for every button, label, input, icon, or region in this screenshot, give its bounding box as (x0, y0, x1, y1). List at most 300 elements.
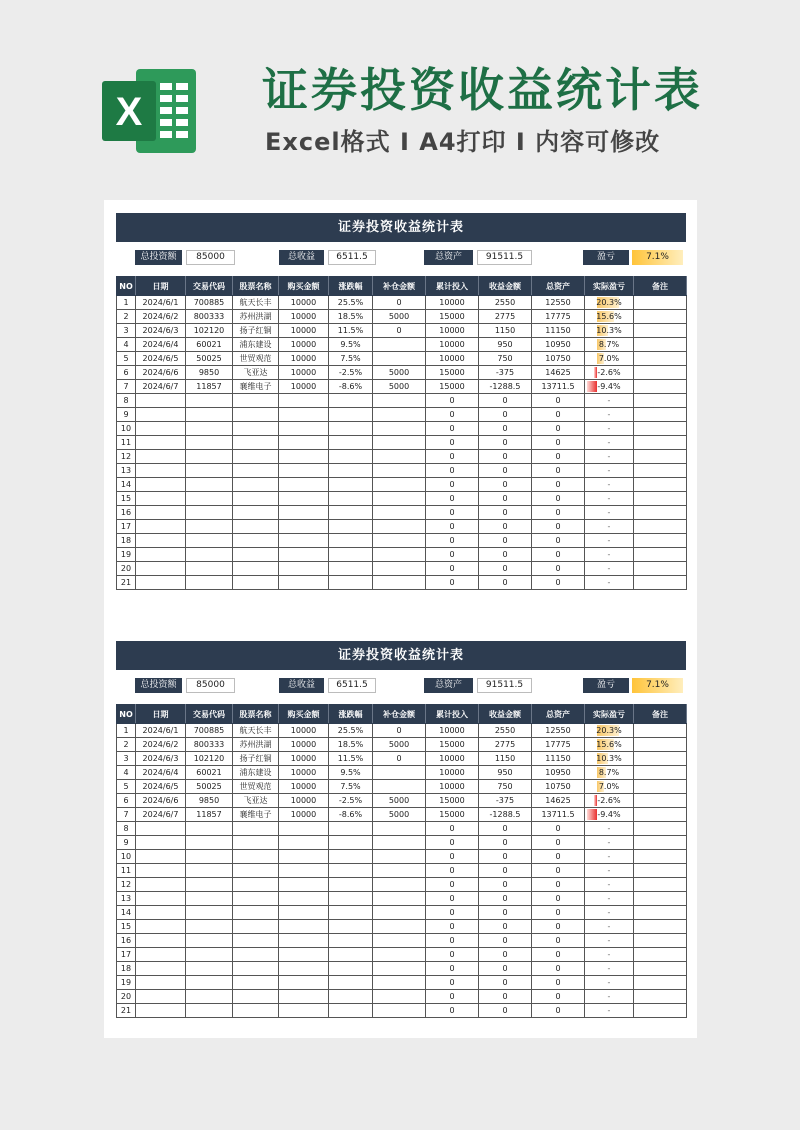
add-amount-cell[interactable] (373, 934, 426, 948)
stock-name-cell[interactable] (233, 576, 279, 590)
date-cell[interactable]: 2024/6/4 (136, 338, 186, 352)
date-cell[interactable] (136, 1004, 186, 1018)
add-amount-cell[interactable] (373, 780, 426, 794)
note-cell[interactable] (634, 906, 687, 920)
change-cell[interactable] (329, 576, 373, 590)
total-assets-value[interactable]: 91511.5 (477, 678, 532, 693)
code-cell[interactable] (186, 548, 233, 562)
date-cell[interactable] (136, 920, 186, 934)
buy-amount-cell[interactable] (279, 878, 329, 892)
date-cell[interactable] (136, 408, 186, 422)
buy-amount-cell[interactable] (279, 548, 329, 562)
total-assets-cell[interactable]: 10950 (532, 766, 585, 780)
stock-name-cell[interactable] (233, 492, 279, 506)
code-cell[interactable] (186, 920, 233, 934)
profit-cell[interactable]: - (585, 948, 634, 962)
buy-amount-cell[interactable]: 10000 (279, 366, 329, 380)
change-cell[interactable]: -2.5% (329, 794, 373, 808)
total-assets-cell[interactable]: 0 (532, 920, 585, 934)
code-cell[interactable] (186, 962, 233, 976)
total-input-cell[interactable]: 0 (426, 934, 479, 948)
code-cell[interactable] (186, 892, 233, 906)
income-cell[interactable]: 2775 (479, 310, 532, 324)
note-cell[interactable] (634, 492, 687, 506)
change-cell[interactable]: -2.5% (329, 366, 373, 380)
add-amount-cell[interactable] (373, 506, 426, 520)
add-amount-cell[interactable]: 0 (373, 296, 426, 310)
profit-cell[interactable]: - (585, 562, 634, 576)
code-cell[interactable] (186, 878, 233, 892)
row-number-cell[interactable]: 10 (117, 422, 136, 436)
add-amount-cell[interactable]: 5000 (373, 366, 426, 380)
add-amount-cell[interactable] (373, 464, 426, 478)
row-number-cell[interactable]: 15 (117, 492, 136, 506)
code-cell[interactable] (186, 478, 233, 492)
row-number-cell[interactable]: 16 (117, 506, 136, 520)
total-input-cell[interactable]: 0 (426, 864, 479, 878)
total-invest-value[interactable]: 85000 (186, 678, 235, 693)
code-cell[interactable]: 102120 (186, 324, 233, 338)
profit-cell[interactable] (585, 366, 634, 380)
code-cell[interactable] (186, 520, 233, 534)
total-input-cell[interactable]: 0 (426, 464, 479, 478)
total-input-cell[interactable]: 10000 (426, 296, 479, 310)
income-cell[interactable]: -375 (479, 366, 532, 380)
stock-name-cell[interactable]: 襄维电子 (233, 380, 279, 394)
note-cell[interactable] (634, 422, 687, 436)
total-input-cell[interactable]: 0 (426, 576, 479, 590)
income-cell[interactable]: 0 (479, 920, 532, 934)
row-number-cell[interactable]: 20 (117, 562, 136, 576)
add-amount-cell[interactable] (373, 864, 426, 878)
change-cell[interactable] (329, 976, 373, 990)
total-input-cell[interactable]: 0 (426, 948, 479, 962)
column-header[interactable]: 累计投入 (426, 277, 479, 296)
column-header[interactable]: NO (117, 705, 136, 724)
add-amount-cell[interactable] (373, 520, 426, 534)
profit-loss-value[interactable]: 7.1% (632, 250, 683, 265)
change-cell[interactable] (329, 422, 373, 436)
date-cell[interactable] (136, 976, 186, 990)
total-input-cell[interactable]: 10000 (426, 766, 479, 780)
buy-amount-cell[interactable] (279, 822, 329, 836)
total-input-cell[interactable]: 0 (426, 976, 479, 990)
stock-name-cell[interactable]: 航天长丰 (233, 724, 279, 738)
column-header[interactable]: 总资产 (532, 277, 585, 296)
income-cell[interactable]: 1150 (479, 324, 532, 338)
date-cell[interactable] (136, 990, 186, 1004)
income-cell[interactable]: 0 (479, 962, 532, 976)
profit-cell[interactable] (585, 808, 634, 822)
date-cell[interactable] (136, 450, 186, 464)
income-cell[interactable]: 0 (479, 450, 532, 464)
code-cell[interactable] (186, 822, 233, 836)
row-number-cell[interactable]: 2 (117, 310, 136, 324)
column-header[interactable]: 补仓金额 (373, 705, 426, 724)
buy-amount-cell[interactable]: 10000 (279, 752, 329, 766)
date-cell[interactable] (136, 906, 186, 920)
stock-name-cell[interactable] (233, 962, 279, 976)
add-amount-cell[interactable]: 5000 (373, 380, 426, 394)
profit-cell[interactable]: - (585, 836, 634, 850)
row-number-cell[interactable]: 9 (117, 836, 136, 850)
date-cell[interactable]: 2024/6/7 (136, 808, 186, 822)
stock-name-cell[interactable] (233, 892, 279, 906)
buy-amount-cell[interactable] (279, 920, 329, 934)
code-cell[interactable] (186, 576, 233, 590)
buy-amount-cell[interactable] (279, 408, 329, 422)
total-assets-cell[interactable]: 0 (532, 492, 585, 506)
row-number-cell[interactable]: 19 (117, 548, 136, 562)
date-cell[interactable] (136, 836, 186, 850)
change-cell[interactable] (329, 506, 373, 520)
stock-name-cell[interactable] (233, 878, 279, 892)
income-cell[interactable]: 0 (479, 990, 532, 1004)
buy-amount-cell[interactable] (279, 562, 329, 576)
change-cell[interactable] (329, 920, 373, 934)
add-amount-cell[interactable]: 0 (373, 724, 426, 738)
profit-loss-value[interactable]: 7.1% (632, 678, 683, 693)
note-cell[interactable] (634, 850, 687, 864)
income-cell[interactable]: 0 (479, 478, 532, 492)
note-cell[interactable] (634, 934, 687, 948)
stock-name-cell[interactable] (233, 850, 279, 864)
income-cell[interactable]: 0 (479, 394, 532, 408)
note-cell[interactable] (634, 436, 687, 450)
note-cell[interactable] (634, 878, 687, 892)
total-assets-cell[interactable]: 0 (532, 464, 585, 478)
note-cell[interactable] (634, 296, 687, 310)
add-amount-cell[interactable] (373, 422, 426, 436)
change-cell[interactable]: 18.5% (329, 310, 373, 324)
date-cell[interactable] (136, 850, 186, 864)
total-assets-cell[interactable]: 0 (532, 948, 585, 962)
income-cell[interactable]: 2775 (479, 738, 532, 752)
stock-name-cell[interactable] (233, 534, 279, 548)
income-cell[interactable]: 0 (479, 934, 532, 948)
stock-name-cell[interactable] (233, 548, 279, 562)
add-amount-cell[interactable] (373, 948, 426, 962)
profit-cell[interactable]: - (585, 878, 634, 892)
total-assets-cell[interactable]: 10750 (532, 780, 585, 794)
total-assets-cell[interactable]: 0 (532, 878, 585, 892)
note-cell[interactable] (634, 506, 687, 520)
stock-name-cell[interactable]: 世贸观范 (233, 780, 279, 794)
date-cell[interactable]: 2024/6/3 (136, 324, 186, 338)
profit-cell[interactable]: - (585, 962, 634, 976)
total-assets-cell[interactable]: 0 (532, 864, 585, 878)
code-cell[interactable] (186, 948, 233, 962)
stock-name-cell[interactable] (233, 394, 279, 408)
profit-cell[interactable] (585, 780, 634, 794)
profit-cell[interactable]: - (585, 408, 634, 422)
buy-amount-cell[interactable] (279, 576, 329, 590)
total-assets-cell[interactable]: 0 (532, 478, 585, 492)
buy-amount-cell[interactable]: 10000 (279, 380, 329, 394)
date-cell[interactable] (136, 492, 186, 506)
note-cell[interactable] (634, 766, 687, 780)
income-cell[interactable]: 0 (479, 850, 532, 864)
total-input-cell[interactable]: 0 (426, 962, 479, 976)
stock-name-cell[interactable] (233, 822, 279, 836)
row-number-cell[interactable]: 21 (117, 576, 136, 590)
note-cell[interactable] (634, 822, 687, 836)
total-input-cell[interactable]: 0 (426, 436, 479, 450)
buy-amount-cell[interactable]: 10000 (279, 296, 329, 310)
stock-name-cell[interactable] (233, 562, 279, 576)
total-input-cell[interactable]: 0 (426, 850, 479, 864)
date-cell[interactable] (136, 464, 186, 478)
income-cell[interactable]: 750 (479, 780, 532, 794)
change-cell[interactable]: 11.5% (329, 752, 373, 766)
note-cell[interactable] (634, 738, 687, 752)
note-cell[interactable] (634, 794, 687, 808)
stock-name-cell[interactable]: 苏州洪湖 (233, 738, 279, 752)
total-assets-cell[interactable]: 0 (532, 934, 585, 948)
total-assets-cell[interactable]: 0 (532, 576, 585, 590)
change-cell[interactable]: 11.5% (329, 324, 373, 338)
stock-name-cell[interactable] (233, 1004, 279, 1018)
row-number-cell[interactable]: 17 (117, 520, 136, 534)
code-cell[interactable]: 800333 (186, 738, 233, 752)
column-header[interactable]: 交易代码 (186, 277, 233, 296)
column-header[interactable]: 日期 (136, 705, 186, 724)
change-cell[interactable] (329, 520, 373, 534)
column-header[interactable]: NO (117, 277, 136, 296)
add-amount-cell[interactable]: 5000 (373, 794, 426, 808)
total-assets-cell[interactable]: 13711.5 (532, 808, 585, 822)
income-cell[interactable]: 0 (479, 836, 532, 850)
row-number-cell[interactable]: 16 (117, 934, 136, 948)
change-cell[interactable] (329, 892, 373, 906)
total-assets-cell[interactable]: 14625 (532, 794, 585, 808)
buy-amount-cell[interactable]: 10000 (279, 352, 329, 366)
code-cell[interactable] (186, 976, 233, 990)
change-cell[interactable] (329, 534, 373, 548)
column-header[interactable]: 股票名称 (233, 277, 279, 296)
add-amount-cell[interactable]: 5000 (373, 310, 426, 324)
row-number-cell[interactable]: 14 (117, 478, 136, 492)
row-number-cell[interactable]: 14 (117, 906, 136, 920)
total-input-cell[interactable]: 0 (426, 1004, 479, 1018)
note-cell[interactable] (634, 1004, 687, 1018)
income-cell[interactable]: 0 (479, 464, 532, 478)
note-cell[interactable] (634, 352, 687, 366)
total-assets-cell[interactable]: 0 (532, 506, 585, 520)
column-header[interactable]: 实际盈亏 (585, 705, 634, 724)
total-input-cell[interactable]: 15000 (426, 794, 479, 808)
date-cell[interactable]: 2024/6/6 (136, 794, 186, 808)
stock-name-cell[interactable] (233, 836, 279, 850)
buy-amount-cell[interactable]: 10000 (279, 780, 329, 794)
code-cell[interactable]: 800333 (186, 310, 233, 324)
date-cell[interactable] (136, 576, 186, 590)
total-assets-cell[interactable]: 0 (532, 836, 585, 850)
change-cell[interactable] (329, 822, 373, 836)
total-assets-cell[interactable]: 13711.5 (532, 380, 585, 394)
profit-cell[interactable] (585, 352, 634, 366)
profit-cell[interactable] (585, 324, 634, 338)
stock-name-cell[interactable] (233, 436, 279, 450)
buy-amount-cell[interactable]: 10000 (279, 338, 329, 352)
date-cell[interactable] (136, 478, 186, 492)
income-cell[interactable]: 1150 (479, 752, 532, 766)
profit-cell[interactable]: - (585, 534, 634, 548)
change-cell[interactable] (329, 1004, 373, 1018)
total-input-cell[interactable]: 0 (426, 920, 479, 934)
profit-cell[interactable]: - (585, 506, 634, 520)
change-cell[interactable]: -8.6% (329, 808, 373, 822)
buy-amount-cell[interactable]: 10000 (279, 310, 329, 324)
stock-name-cell[interactable] (233, 934, 279, 948)
column-header[interactable]: 备注 (634, 277, 687, 296)
stock-name-cell[interactable] (233, 948, 279, 962)
add-amount-cell[interactable] (373, 822, 426, 836)
note-cell[interactable] (634, 366, 687, 380)
add-amount-cell[interactable] (373, 562, 426, 576)
change-cell[interactable] (329, 864, 373, 878)
add-amount-cell[interactable] (373, 394, 426, 408)
profit-cell[interactable] (585, 310, 634, 324)
income-cell[interactable]: 750 (479, 352, 532, 366)
row-number-cell[interactable]: 2 (117, 738, 136, 752)
code-cell[interactable]: 11857 (186, 380, 233, 394)
change-cell[interactable] (329, 948, 373, 962)
note-cell[interactable] (634, 752, 687, 766)
row-number-cell[interactable]: 11 (117, 436, 136, 450)
stock-name-cell[interactable]: 浦东建设 (233, 766, 279, 780)
income-cell[interactable]: 0 (479, 436, 532, 450)
profit-cell[interactable]: - (585, 478, 634, 492)
stock-name-cell[interactable]: 扬子红铜 (233, 752, 279, 766)
stock-name-cell[interactable] (233, 920, 279, 934)
note-cell[interactable] (634, 408, 687, 422)
buy-amount-cell[interactable]: 10000 (279, 766, 329, 780)
code-cell[interactable] (186, 422, 233, 436)
note-cell[interactable] (634, 576, 687, 590)
profit-cell[interactable]: - (585, 892, 634, 906)
buy-amount-cell[interactable] (279, 450, 329, 464)
add-amount-cell[interactable]: 5000 (373, 738, 426, 752)
buy-amount-cell[interactable] (279, 962, 329, 976)
buy-amount-cell[interactable] (279, 836, 329, 850)
column-header[interactable]: 收益金额 (479, 705, 532, 724)
change-cell[interactable] (329, 408, 373, 422)
add-amount-cell[interactable] (373, 836, 426, 850)
code-cell[interactable]: 9850 (186, 366, 233, 380)
income-cell[interactable]: 0 (479, 422, 532, 436)
income-cell[interactable]: 950 (479, 338, 532, 352)
stock-name-cell[interactable] (233, 990, 279, 1004)
change-cell[interactable] (329, 562, 373, 576)
stock-name-cell[interactable] (233, 520, 279, 534)
code-cell[interactable] (186, 906, 233, 920)
total-input-cell[interactable]: 0 (426, 422, 479, 436)
add-amount-cell[interactable] (373, 976, 426, 990)
stock-name-cell[interactable]: 苏州洪湖 (233, 310, 279, 324)
code-cell[interactable]: 9850 (186, 794, 233, 808)
row-number-cell[interactable]: 5 (117, 352, 136, 366)
column-header[interactable]: 实际盈亏 (585, 277, 634, 296)
income-cell[interactable]: 0 (479, 906, 532, 920)
note-cell[interactable] (634, 920, 687, 934)
total-assets-cell[interactable]: 0 (532, 520, 585, 534)
stock-name-cell[interactable]: 浦东建设 (233, 338, 279, 352)
note-cell[interactable] (634, 380, 687, 394)
profit-cell[interactable]: - (585, 850, 634, 864)
profit-cell[interactable]: - (585, 422, 634, 436)
total-input-cell[interactable]: 0 (426, 548, 479, 562)
change-cell[interactable] (329, 990, 373, 1004)
note-cell[interactable] (634, 836, 687, 850)
total-assets-cell[interactable]: 0 (532, 408, 585, 422)
code-cell[interactable]: 60021 (186, 338, 233, 352)
date-cell[interactable]: 2024/6/6 (136, 366, 186, 380)
change-cell[interactable] (329, 450, 373, 464)
total-input-cell[interactable]: 15000 (426, 380, 479, 394)
total-assets-cell[interactable]: 0 (532, 436, 585, 450)
total-assets-cell[interactable]: 0 (532, 562, 585, 576)
profit-cell[interactable]: - (585, 464, 634, 478)
buy-amount-cell[interactable] (279, 892, 329, 906)
buy-amount-cell[interactable]: 10000 (279, 738, 329, 752)
total-assets-cell[interactable]: 0 (532, 534, 585, 548)
buy-amount-cell[interactable] (279, 934, 329, 948)
add-amount-cell[interactable] (373, 338, 426, 352)
date-cell[interactable] (136, 520, 186, 534)
total-input-cell[interactable]: 10000 (426, 724, 479, 738)
income-cell[interactable]: 0 (479, 976, 532, 990)
stock-name-cell[interactable]: 襄维电子 (233, 808, 279, 822)
buy-amount-cell[interactable] (279, 436, 329, 450)
total-assets-cell[interactable]: 11150 (532, 752, 585, 766)
total-assets-cell[interactable]: 0 (532, 822, 585, 836)
note-cell[interactable] (634, 520, 687, 534)
income-cell[interactable]: 0 (479, 408, 532, 422)
add-amount-cell[interactable] (373, 1004, 426, 1018)
row-number-cell[interactable]: 20 (117, 990, 136, 1004)
code-cell[interactable]: 700885 (186, 296, 233, 310)
total-assets-cell[interactable]: 0 (532, 850, 585, 864)
change-cell[interactable]: 25.5% (329, 296, 373, 310)
column-header[interactable]: 购买金额 (279, 277, 329, 296)
buy-amount-cell[interactable] (279, 990, 329, 1004)
profit-cell[interactable]: - (585, 450, 634, 464)
note-cell[interactable] (634, 948, 687, 962)
date-cell[interactable] (136, 506, 186, 520)
total-input-cell[interactable]: 0 (426, 822, 479, 836)
stock-name-cell[interactable] (233, 478, 279, 492)
stock-name-cell[interactable]: 扬子红铜 (233, 324, 279, 338)
add-amount-cell[interactable]: 0 (373, 324, 426, 338)
date-cell[interactable] (136, 864, 186, 878)
buy-amount-cell[interactable] (279, 520, 329, 534)
code-cell[interactable] (186, 1004, 233, 1018)
total-input-cell[interactable]: 0 (426, 394, 479, 408)
profit-cell[interactable]: - (585, 576, 634, 590)
date-cell[interactable]: 2024/6/3 (136, 752, 186, 766)
change-cell[interactable]: 7.5% (329, 352, 373, 366)
buy-amount-cell[interactable] (279, 906, 329, 920)
change-cell[interactable]: 9.5% (329, 766, 373, 780)
date-cell[interactable] (136, 436, 186, 450)
income-cell[interactable]: 0 (479, 576, 532, 590)
change-cell[interactable] (329, 492, 373, 506)
code-cell[interactable] (186, 394, 233, 408)
profit-cell[interactable]: - (585, 548, 634, 562)
note-cell[interactable] (634, 962, 687, 976)
total-input-cell[interactable]: 15000 (426, 808, 479, 822)
